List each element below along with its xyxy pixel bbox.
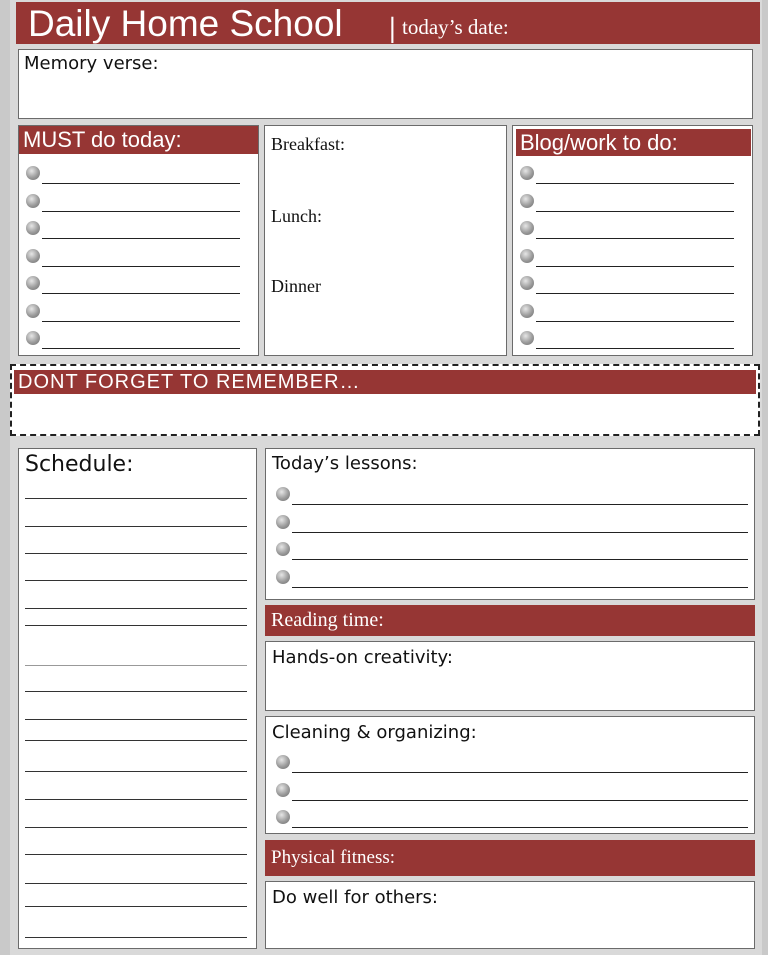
header-bar xyxy=(16,2,760,44)
write-line xyxy=(536,238,734,239)
write-line xyxy=(292,800,748,801)
schedule-line[interactable] xyxy=(25,608,247,609)
bullet-icon xyxy=(276,542,290,556)
schedule-line[interactable] xyxy=(25,937,247,938)
bullet-line-item[interactable] xyxy=(26,164,240,184)
schedule-line[interactable] xyxy=(25,771,247,772)
bullet-line-item[interactable] xyxy=(520,164,734,184)
bullet-icon xyxy=(276,570,290,584)
date-label: today’s date: xyxy=(402,15,509,39)
bullet-line-item[interactable] xyxy=(520,219,734,239)
bullet-line-item[interactable] xyxy=(276,513,748,533)
write-line xyxy=(536,293,734,294)
write-line xyxy=(292,504,748,505)
bullet-line-item[interactable] xyxy=(520,192,734,212)
others-label: Do well for others: xyxy=(272,887,438,908)
write-line xyxy=(536,183,734,184)
others-box[interactable] xyxy=(265,881,755,949)
blog-work-box xyxy=(512,125,753,356)
schedule-line[interactable] xyxy=(25,665,247,666)
memory-verse-box[interactable] xyxy=(18,49,753,119)
write-line xyxy=(292,587,748,588)
write-line xyxy=(292,827,748,828)
must-do-header xyxy=(19,126,258,154)
bullet-line-item[interactable] xyxy=(276,568,748,588)
reading-bar xyxy=(265,605,755,636)
schedule-box xyxy=(18,448,257,949)
memory-verse-label: Memory verse: xyxy=(24,53,159,74)
breakfast-label: Breakfast: xyxy=(271,134,345,154)
bullet-icon xyxy=(26,249,40,263)
write-line xyxy=(42,321,240,322)
bullet-line-item[interactable] xyxy=(520,274,734,294)
dinner-label: Dinner xyxy=(271,276,321,296)
bullet-line-item[interactable] xyxy=(26,274,240,294)
bullet-icon xyxy=(520,304,534,318)
write-line xyxy=(292,559,748,560)
bullet-icon xyxy=(520,249,534,263)
must-do-box xyxy=(18,125,259,356)
fitness-bar xyxy=(265,840,755,876)
write-line xyxy=(292,532,748,533)
schedule-line[interactable] xyxy=(25,498,247,499)
schedule-line[interactable] xyxy=(25,740,247,741)
reading-label: Reading time: xyxy=(271,609,384,631)
bullet-icon xyxy=(520,194,534,208)
bullet-icon xyxy=(26,331,40,345)
schedule-line[interactable] xyxy=(25,719,247,720)
bullet-line-item[interactable] xyxy=(520,302,734,322)
bullet-icon xyxy=(26,194,40,208)
bullet-line-item[interactable] xyxy=(520,329,734,349)
write-line xyxy=(536,321,734,322)
bullet-icon xyxy=(276,810,290,824)
schedule-line[interactable] xyxy=(25,553,247,554)
schedule-line[interactable] xyxy=(25,883,247,884)
bullet-icon xyxy=(26,166,40,180)
reminder-header xyxy=(14,370,756,394)
blog-work-label: Blog/work to do: xyxy=(520,130,678,155)
write-line xyxy=(42,293,240,294)
bullet-icon xyxy=(26,221,40,235)
schedule-line[interactable] xyxy=(25,625,247,626)
bullet-line-item[interactable] xyxy=(276,753,748,773)
bullet-line-item[interactable] xyxy=(276,781,748,801)
schedule-line[interactable] xyxy=(25,580,247,581)
write-line xyxy=(42,266,240,267)
write-line xyxy=(536,266,734,267)
creativity-label: Hands-on creativity: xyxy=(272,647,453,668)
write-line xyxy=(536,348,734,349)
bullet-icon xyxy=(276,755,290,769)
bullet-icon xyxy=(520,221,534,235)
schedule-line[interactable] xyxy=(25,827,247,828)
write-line xyxy=(42,238,240,239)
fitness-label: Physical fitness: xyxy=(271,847,396,868)
must-do-label: MUST do today: xyxy=(23,127,182,152)
bullet-line-item[interactable] xyxy=(26,329,240,349)
bullet-icon xyxy=(276,515,290,529)
bullet-line-item[interactable] xyxy=(26,247,240,267)
bullet-icon xyxy=(26,276,40,290)
bullet-line-item[interactable] xyxy=(276,485,748,505)
page-title: Daily Home School xyxy=(28,3,343,44)
lunch-label: Lunch: xyxy=(271,206,322,226)
schedule-label: Schedule: xyxy=(25,452,134,477)
lessons-box xyxy=(265,448,755,600)
bullet-line-item[interactable] xyxy=(276,808,748,828)
bullet-icon xyxy=(276,783,290,797)
bullet-line-item[interactable] xyxy=(276,540,748,560)
bullet-line-item[interactable] xyxy=(520,247,734,267)
bullet-icon xyxy=(276,487,290,501)
schedule-line[interactable] xyxy=(25,799,247,800)
title-separator: | xyxy=(388,14,397,44)
schedule-line[interactable] xyxy=(25,854,247,855)
write-line xyxy=(536,211,734,212)
write-line xyxy=(42,183,240,184)
cleaning-label: Cleaning & organizing: xyxy=(272,722,477,743)
write-line xyxy=(42,211,240,212)
write-line xyxy=(42,348,240,349)
write-line xyxy=(292,772,748,773)
cleaning-box xyxy=(265,716,755,834)
schedule-line[interactable] xyxy=(25,526,247,527)
reminder-label: DONT FORGET TO REMEMBER… xyxy=(18,371,361,393)
bullet-line-item[interactable] xyxy=(26,192,240,212)
bullet-icon xyxy=(26,304,40,318)
bullet-icon xyxy=(520,166,534,180)
blog-work-header xyxy=(516,129,751,156)
creativity-box[interactable] xyxy=(265,641,755,711)
meals-box[interactable] xyxy=(264,125,507,356)
bullet-icon xyxy=(520,276,534,290)
bullet-line-item[interactable] xyxy=(26,302,240,322)
bullet-icon xyxy=(520,331,534,345)
schedule-line[interactable] xyxy=(25,906,247,907)
lessons-label: Today’s lessons: xyxy=(272,453,418,474)
bullet-line-item[interactable] xyxy=(26,219,240,239)
reminder-box[interactable] xyxy=(10,364,760,436)
schedule-line[interactable] xyxy=(25,691,247,692)
